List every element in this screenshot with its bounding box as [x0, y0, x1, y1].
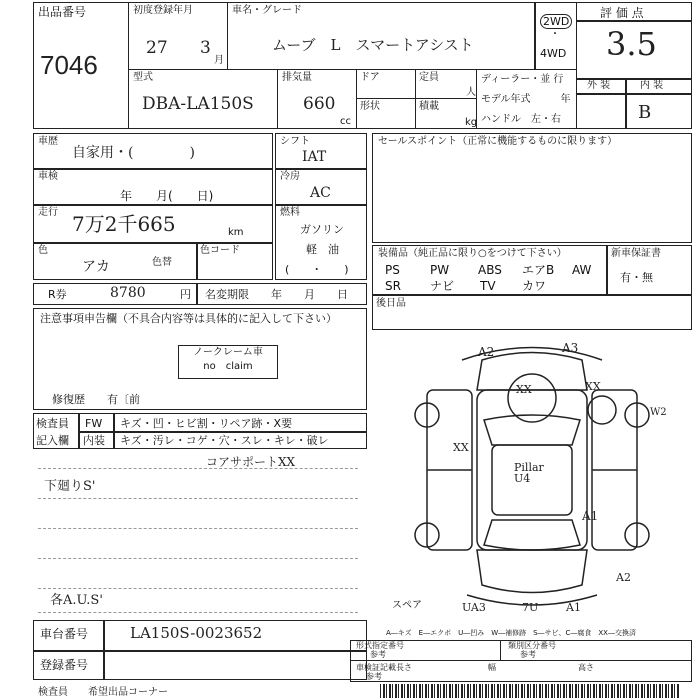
history-value: 自家用・( )	[72, 145, 195, 161]
mileage-value: 7万2千665	[72, 212, 176, 236]
mark-ua3: UA3	[462, 601, 486, 614]
inspector-label-1: 検査員	[36, 417, 69, 430]
notes-label: 注意事項申告欄（不具合内容等は具体的に記入して下さい）	[40, 312, 337, 325]
lot-label: 出品番号	[38, 5, 87, 19]
mark-a2-rear: A2	[616, 571, 631, 584]
barcode	[380, 684, 680, 698]
cert-label: 車検証記載	[356, 663, 396, 672]
ext-label: 外 装	[587, 80, 611, 91]
len-label: 長さ	[396, 663, 412, 672]
disp-label: 排気量	[282, 72, 312, 83]
drive-dot: ・	[550, 29, 560, 40]
fw-text: キズ・凹・ヒビ割・リペア跡・X要	[120, 417, 293, 430]
mark-w2: W2	[650, 407, 667, 418]
int-text: キズ・汚レ・コゲ・穴・スレ・キレ・破レ	[120, 434, 329, 447]
shape-label: 形状	[360, 101, 380, 112]
stamp-line-2: no claim	[203, 361, 253, 372]
cert-ref: 参考	[366, 672, 382, 681]
new-car-value: 有・無	[620, 271, 653, 284]
fuel-3: ( ・ )	[285, 263, 349, 276]
inspection-value: 年 月( 日)	[120, 189, 214, 203]
mark-xx-left: XX	[453, 441, 469, 454]
equip-airbag: エアB	[522, 263, 555, 277]
fuel-1: ガソリン	[300, 223, 344, 236]
sales-point-box	[372, 133, 692, 243]
post-box	[372, 295, 692, 330]
int-grade: B	[638, 102, 652, 123]
model-label: 型式	[133, 72, 153, 83]
equip-pw: PW	[430, 263, 450, 277]
door-label: ドア	[360, 72, 380, 83]
mark-a1-rear: A1	[566, 601, 581, 614]
mileage-label: 走行	[38, 207, 58, 218]
new-car-label: 新車保証書	[611, 248, 661, 259]
drive-4wd: 4WD	[540, 47, 567, 60]
recycle-unit: 円	[180, 288, 191, 301]
mark-a2-top: A2	[478, 345, 495, 359]
fuel-2: 軽 油	[306, 243, 339, 256]
equip-sr: SR	[385, 279, 401, 293]
fw-label: FW	[85, 417, 103, 430]
color-code-label: 色コード	[200, 245, 240, 256]
shift-value: IAT	[302, 149, 327, 165]
inspector-label-2: 記入欄	[36, 434, 69, 447]
mark-a3-top: A3	[562, 341, 579, 355]
model-value: DBA-LA150S	[142, 94, 254, 114]
form-label: 形式指定番号	[356, 641, 404, 650]
note-each: 各A.U.S'	[50, 593, 103, 608]
reg-label: 初度登録年月	[133, 5, 193, 16]
capacity-unit: 人	[466, 87, 476, 98]
repair-label: 修復歴 有〔前	[52, 393, 140, 406]
equipment-label: 装備品（純正品に限り○をつけて下さい）	[378, 248, 567, 259]
load-unit: kg	[465, 117, 478, 128]
reg-month-unit: 月	[214, 55, 224, 66]
equip-navi: ナビ	[430, 279, 455, 293]
ac-value: AC	[310, 185, 331, 201]
lot-number: 7046	[40, 50, 98, 80]
chassis-label: 車台番号	[40, 627, 89, 641]
color-change-label: 色替	[152, 257, 172, 268]
capacity-label: 定員	[419, 72, 439, 83]
model-year-label: モデル年式 年	[481, 94, 571, 105]
reg-year: 27	[146, 38, 168, 58]
fuel-label: 燃料	[280, 207, 300, 218]
equip-leather: カワ	[522, 279, 547, 293]
name-label: 車名・グレード	[232, 5, 302, 16]
equip-ps: PS	[385, 263, 400, 277]
class-ref: 参考	[520, 650, 536, 659]
height-label: 高さ	[578, 663, 594, 672]
handle-label: ハンドル 左・右	[481, 114, 561, 125]
reg-month: 3	[200, 38, 211, 58]
color-value: アカ	[82, 259, 110, 275]
mark-7u: 7U	[522, 601, 539, 614]
disp-unit: cc	[340, 116, 351, 127]
bottom-label: 検査員 希望出品コーナー	[38, 687, 168, 698]
color-label: 色	[38, 245, 48, 256]
inspection-label: 車検	[38, 171, 58, 182]
equip-abs: ABS	[478, 263, 502, 277]
diagram-legend: A―キズ E―エクボ U―凹み W―補修跡 S―サビ、C―腐食 XX―交換済	[386, 629, 636, 637]
stamp-line-1: ノークレーム車	[193, 347, 263, 358]
mark-xx-right: XX	[585, 380, 601, 393]
post-label: 後日品	[376, 298, 406, 309]
mileage-unit: km	[228, 227, 244, 238]
score-label: 評 価 点	[600, 6, 644, 20]
load-label: 積載	[419, 101, 439, 112]
recycle-value: 8780	[110, 285, 146, 301]
note-core-support: コアサポートXX	[206, 455, 296, 469]
note-underbody: 下廻りS'	[44, 479, 96, 494]
recycle-label: R券	[48, 288, 67, 301]
form-ref: 参考	[370, 650, 386, 659]
equip-aw: AW	[572, 263, 592, 277]
history-label: 車歴	[38, 136, 58, 147]
spare-label: スペア	[392, 600, 422, 611]
reg-number-label: 登録番号	[40, 658, 89, 672]
class-label: 類別区分番号	[508, 641, 556, 650]
int-row-label: 内装	[83, 434, 105, 447]
equip-tv: TV	[480, 279, 496, 293]
mark-xx-front: XX	[516, 383, 532, 396]
mark-pillar: Pillar U4	[514, 461, 544, 485]
score-value: 3.5	[606, 25, 657, 63]
car-name: ムーブ L スマートアシスト	[272, 36, 474, 54]
int-label: 内 装	[640, 80, 664, 91]
ac-label: 冷房	[280, 171, 300, 182]
no-claim-stamp	[178, 345, 278, 379]
mark-a1-right: A1	[582, 509, 599, 523]
shift-label: シフト	[280, 136, 310, 147]
sales-point-label: セールスポイント（正常に機能するものに限ります）	[378, 136, 618, 147]
dealer-label: ディーラー・並 行	[481, 74, 564, 85]
disp-value: 660	[303, 94, 336, 114]
chassis-value: LA150S-0023652	[130, 624, 263, 642]
drive-2wd: 2WD	[540, 14, 572, 29]
width-label: 幅	[488, 663, 496, 672]
deadline-label: 名変期限 年 月 日	[205, 288, 348, 301]
